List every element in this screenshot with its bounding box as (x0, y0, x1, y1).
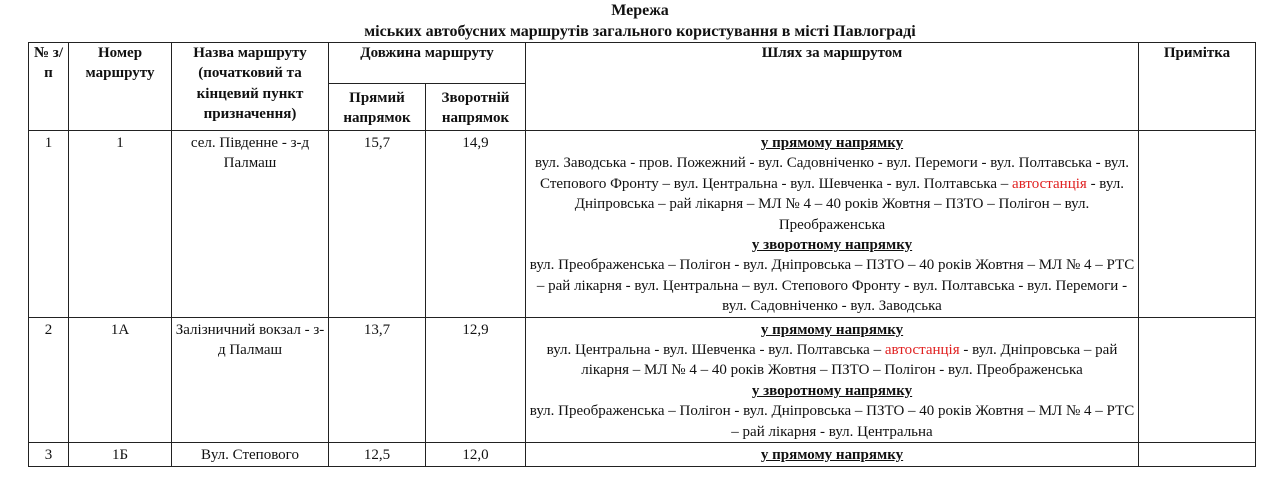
backward-path-text: вул. Преображенська – Полігон - вул. Дніпровська – ПЗТО – 40 років Жовтня – МЛ № 4 – РТС – рай лікарня - вул. Центральна (529, 403, 1135, 440)
table-row (29, 131, 1256, 318)
cell-route-number: 1Б (69, 443, 172, 466)
cell-note (1139, 317, 1256, 442)
forward-direction-label: у прямому напрямку (760, 447, 904, 464)
cell-num: 2 (29, 317, 69, 442)
header-backward: Зворотній напрямок (426, 84, 526, 131)
backward-direction-label: у зворотному напрямку (751, 237, 913, 254)
bus-station-highlight: автостанція (1012, 175, 1087, 192)
cell-route-name: Залізничний вокзал - з-д Палмаш (172, 317, 329, 442)
header-route-name: Назва маршруту (початковий та кінцевий пункт призначення) (172, 43, 329, 131)
header-length: Довжина маршруту (329, 43, 526, 84)
cell-length-forward: 15,7 (329, 131, 426, 318)
forward-path-end: - вул. Дніпровська – рай лікарня – МЛ № 4 – 40 років Жовтня – ПЗТО – Полігон – вул. Преображенська (574, 175, 1124, 233)
cell-path (526, 131, 1139, 318)
header-route-number: Номер маршруту (69, 43, 172, 131)
table-row (29, 443, 1256, 466)
forward-path-text (547, 342, 1118, 378)
header-path: Шлях за маршрутом (526, 43, 1139, 131)
backward-direction-label: у зворотному напрямку (751, 382, 913, 399)
header-row-1 (29, 43, 1256, 84)
forward-direction-label: у прямому напрямку (760, 135, 904, 151)
cell-length-backward: 14,9 (426, 131, 526, 318)
forward-path-start: вул. Заводська - пров. Пожежний - вул. Садовніченко - вул. Перемоги - вул. Полтавська - вул. Степового Фронту – вул. Центральна - вул. Шевченка - вул. Полтавська – (535, 155, 1129, 192)
forward-path-text (535, 155, 1129, 232)
bus-station-highlight: автостанція (884, 342, 960, 359)
forward-direction-label: у прямому напрямку (760, 321, 904, 338)
cell-length-forward: 12,5 (329, 443, 426, 466)
cell-note (1139, 131, 1256, 318)
cell-path (526, 443, 1139, 466)
cell-route-number: 1А (69, 317, 172, 442)
cell-route-name: сел. Південне - з-д Палмаш (172, 131, 329, 318)
header-num: № з/п (29, 43, 69, 131)
backward-path-text: вул. Преображенська – Полігон - вул. Дніпровська – ПЗТО – 40 років Жовтня – МЛ № 4 – РТС – рай лікарня - вул. Центральна – вул. Степового Фронту - вул. Полтавська - вул. Перемоги - вул. Садовніченко - вул. Заводська (529, 257, 1135, 315)
cell-route-number: 1 (69, 131, 172, 318)
cell-length-forward: 13,7 (329, 317, 426, 442)
page-subtitle: міських автобусних маршрутів загального користування в місті Павлограді (364, 23, 916, 40)
header-forward: Прямий напрямок (329, 84, 426, 131)
forward-path-start: вул. Центральна - вул. Шевченка - вул. Полтавська – (546, 342, 882, 359)
cell-length-backward: 12,9 (426, 317, 526, 442)
header-note: Примітка (1139, 43, 1256, 131)
cell-num: 3 (29, 443, 69, 466)
routes-table (28, 42, 1256, 467)
cell-path (526, 317, 1139, 442)
cell-num: 1 (29, 131, 69, 318)
cell-length-backward: 12,0 (426, 443, 526, 466)
page-title: Мережа (611, 2, 669, 19)
table-row (29, 317, 1256, 442)
cell-note (1139, 443, 1256, 466)
forward-path-end: - вул. Дніпровська – рай лікарня – МЛ № 4 – 40 років Жовтня – ПЗТО – Полігон - вул. Преображенська (581, 342, 1118, 379)
cell-route-name: Вул. Степового (172, 443, 329, 466)
